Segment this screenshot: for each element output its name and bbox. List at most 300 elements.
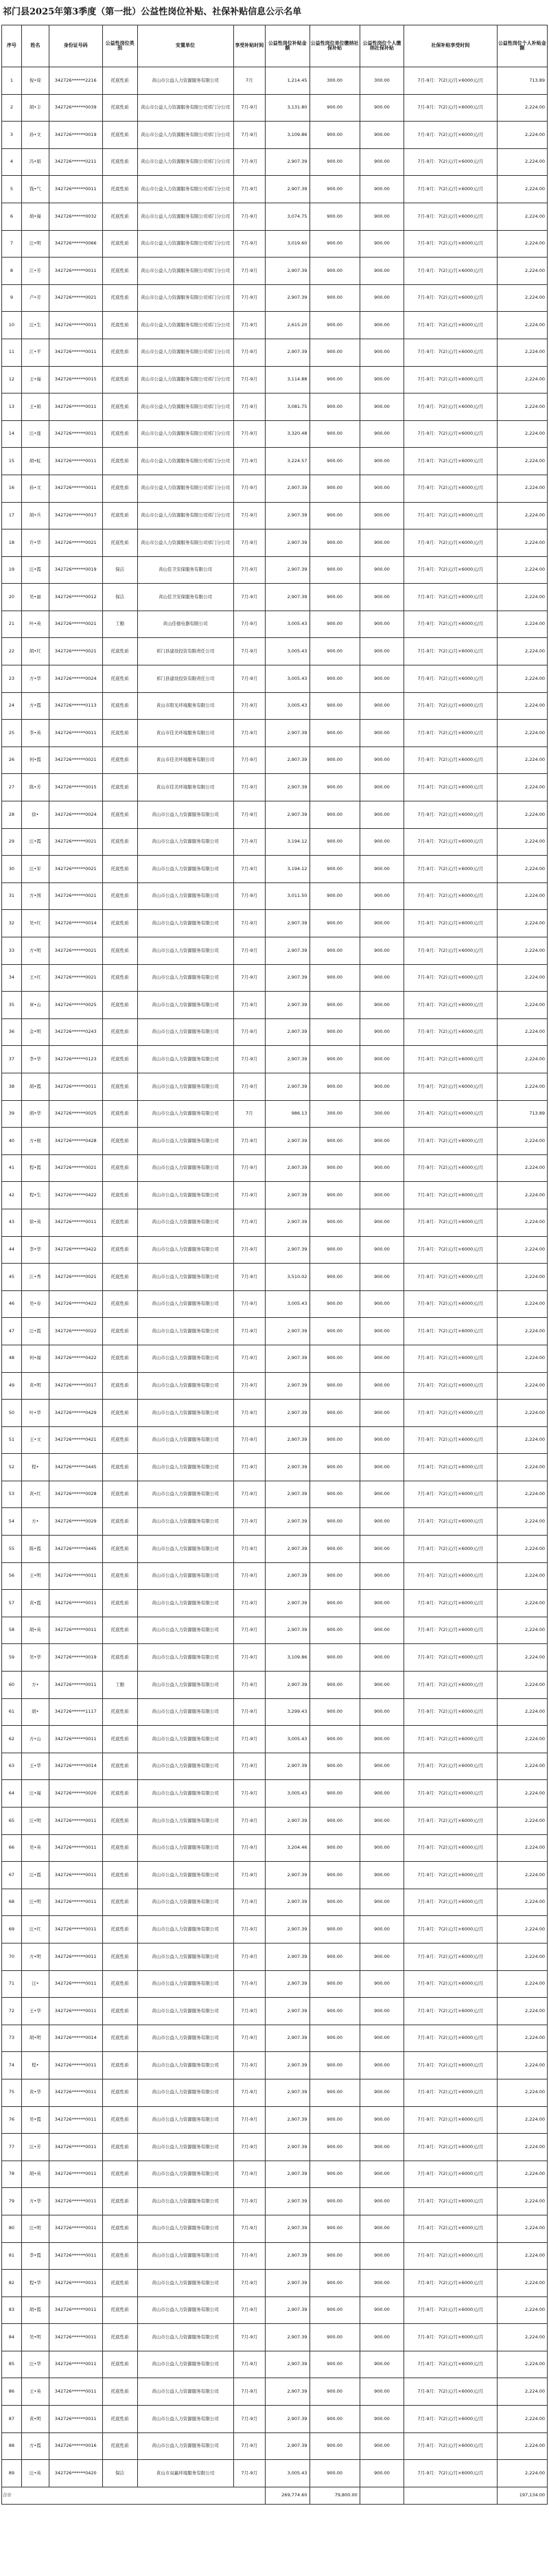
social-security-unit: 900.00 bbox=[309, 2432, 360, 2460]
table-row bbox=[2, 720, 548, 747]
placement-unit: 黄山市佳美环境服务有限公司 bbox=[137, 746, 233, 774]
row-number: 14 bbox=[2, 420, 22, 448]
id-number: 342726******0011 bbox=[49, 448, 102, 475]
social-security-period: 7月-9月：7(2)元/月×6000元/月 bbox=[404, 2106, 497, 2134]
social-security-period: 7月-9月：7(2)元/月×6000元/月 bbox=[404, 2052, 497, 2079]
id-number: 342726******0011 bbox=[49, 475, 102, 502]
table-row bbox=[2, 2188, 548, 2215]
id-number: 342726******0021 bbox=[49, 828, 102, 856]
person-name: 吴•英 bbox=[21, 1834, 49, 1862]
subsidy-amount: 3,005.43 bbox=[266, 611, 309, 638]
id-number: 342726******0011 bbox=[49, 2215, 102, 2242]
post-type: 托底性质 bbox=[102, 1154, 137, 1182]
subsidy-period: 7月-9月 bbox=[233, 1726, 266, 1753]
person-name: 汪•霞 bbox=[21, 556, 49, 584]
subsidy-amount: 2,907.39 bbox=[266, 2106, 309, 2134]
placement-unit: 黄山市公益人力资源服务有限公司 bbox=[137, 2052, 233, 2079]
social-security-period: 7月-9月：7(2)元/月×6000元/月 bbox=[404, 2460, 497, 2487]
post-type: 托底性质 bbox=[102, 1318, 137, 1345]
placement-unit: 黄山市公益人力资源服务有限公司 bbox=[137, 1345, 233, 1372]
social-security-period: 7月-9月：7(2)元/月×6000元/月 bbox=[404, 284, 497, 312]
social-security-unit: 900.00 bbox=[309, 1617, 360, 1644]
table-row bbox=[2, 1426, 548, 1454]
social-security-period: 7月-9月：7(2)元/月×6000元/月 bbox=[404, 1617, 497, 1644]
id-number: 342726******0243 bbox=[49, 1018, 102, 1046]
subsidy-period: 7月-9月 bbox=[233, 176, 266, 203]
placement-unit: 黄山市公益人力资源服务有限公司 bbox=[137, 2351, 233, 2378]
social-security-unit: 900.00 bbox=[309, 1290, 360, 1318]
post-type: 托底性质 bbox=[102, 1780, 137, 1808]
social-security-period: 7月-9月：7(2)元/月×6000元/月 bbox=[404, 1290, 497, 1318]
social-security-individual: 900.00 bbox=[360, 1264, 404, 1291]
social-security-unit: 900.00 bbox=[309, 1536, 360, 1563]
placement-unit: 黄山市公益人力资源服务有限公司祁门分公司 bbox=[137, 394, 233, 421]
subsidy-period: 7月-9月 bbox=[233, 1454, 266, 1481]
placement-unit: 黄山市公益人力资源服务有限公司 bbox=[137, 910, 233, 937]
table-row bbox=[2, 2296, 548, 2324]
post-type: 托底性质 bbox=[102, 529, 137, 557]
person-name: 程• bbox=[21, 2052, 49, 2079]
table-row bbox=[2, 1400, 548, 1427]
social-security-period: 7月-9月：7(2)元/月×6000元/月 bbox=[404, 420, 497, 448]
social-security-individual: 900.00 bbox=[360, 2242, 404, 2270]
social-security-period: 7月-9月：7(2)元/月×6000元/月 bbox=[404, 1128, 497, 1155]
individual-total: 2,224.00 bbox=[497, 1209, 547, 1236]
subsidy-period: 7月-9月 bbox=[233, 1290, 266, 1318]
individual-total: 2,224.00 bbox=[497, 94, 547, 122]
person-name: 卢•芳 bbox=[21, 284, 49, 312]
subsidy-period: 7月-9月 bbox=[233, 1780, 266, 1808]
social-security-unit: 900.00 bbox=[309, 2106, 360, 2134]
social-security-unit: 900.00 bbox=[309, 1236, 360, 1264]
subsidy-period: 7月-9月 bbox=[233, 2079, 266, 2106]
header-cell: 身份证号码 bbox=[49, 25, 102, 67]
social-security-unit: 900.00 bbox=[309, 1209, 360, 1236]
row-number: 56 bbox=[2, 1562, 22, 1590]
social-security-period: 7月-9月：7(2)元/月×6000元/月 bbox=[404, 394, 497, 421]
social-security-individual: 900.00 bbox=[360, 2460, 404, 2487]
social-security-unit: 900.00 bbox=[309, 1726, 360, 1753]
row-number: 2 bbox=[2, 94, 22, 122]
individual-total: 2,224.00 bbox=[497, 2324, 547, 2351]
total-amount: 197,134.00 bbox=[497, 2487, 547, 2504]
table-row bbox=[2, 502, 548, 529]
social-security-individual: 900.00 bbox=[360, 692, 404, 720]
social-security-individual: 900.00 bbox=[360, 394, 404, 421]
id-number: 342726******0011 bbox=[49, 1970, 102, 1998]
subsidy-period: 7月-9月 bbox=[233, 1590, 266, 1617]
subsidy-period: 7月-9月 bbox=[233, 1318, 266, 1345]
post-type: 托底性质 bbox=[102, 2270, 137, 2297]
id-number: 342726******0011 bbox=[49, 1209, 102, 1236]
row-number: 77 bbox=[2, 2134, 22, 2161]
social-security-individual: 900.00 bbox=[360, 992, 404, 1019]
placement-unit: 黄山市公益人力资源服务有限公司 bbox=[137, 1073, 233, 1100]
table-row bbox=[2, 1073, 548, 1100]
social-security-unit: 900.00 bbox=[309, 720, 360, 747]
table-row bbox=[2, 312, 548, 339]
person-name: 孙•文 bbox=[21, 122, 49, 149]
social-security-unit: 900.00 bbox=[309, 420, 360, 448]
subsidy-amount: 2,907.39 bbox=[266, 1562, 309, 1590]
subsidy-amount: 3,005.43 bbox=[266, 1780, 309, 1808]
person-name: 章•山 bbox=[21, 992, 49, 1019]
id-number: 342726******0017 bbox=[49, 1372, 102, 1400]
table-row bbox=[2, 1046, 548, 1073]
placement-unit: 黄山市公益人力资源服务有限公司 bbox=[137, 1481, 233, 1508]
social-security-unit: 900.00 bbox=[309, 882, 360, 910]
id-number: 342726******0011 bbox=[49, 2052, 102, 2079]
table-row bbox=[2, 122, 548, 149]
subsidy-period: 7月-9月 bbox=[233, 1481, 266, 1508]
social-security-individual: 900.00 bbox=[360, 746, 404, 774]
table-row bbox=[2, 828, 548, 856]
individual-total: 2,224.00 bbox=[497, 1726, 547, 1753]
subsidy-period: 7月-9月 bbox=[233, 94, 266, 122]
row-number: 39 bbox=[2, 1100, 22, 1128]
row-number: 68 bbox=[2, 1889, 22, 1916]
subsidy-period: 7月-9月 bbox=[233, 1862, 266, 1889]
table-row bbox=[2, 2378, 548, 2406]
subsidy-period: 7月-9月 bbox=[233, 638, 266, 665]
social-security-unit: 900.00 bbox=[309, 203, 360, 230]
social-security-unit: 900.00 bbox=[309, 1481, 360, 1508]
subsidy-period: 7月-9月 bbox=[233, 692, 266, 720]
row-number: 71 bbox=[2, 1970, 22, 1998]
social-security-individual: 900.00 bbox=[360, 1617, 404, 1644]
person-name: 胡•英 bbox=[21, 2161, 49, 2188]
social-security-individual: 900.00 bbox=[360, 176, 404, 203]
id-number: 342726******0011 bbox=[49, 1916, 102, 1944]
table-row bbox=[2, 937, 548, 965]
table-row bbox=[2, 1345, 548, 1372]
social-security-individual: 900.00 bbox=[360, 475, 404, 502]
social-security-unit: 900.00 bbox=[309, 1698, 360, 1726]
id-number: 342726******0011 bbox=[49, 394, 102, 421]
social-security-individual: 900.00 bbox=[360, 1454, 404, 1481]
row-number: 61 bbox=[2, 1698, 22, 1726]
social-security-period: 7月-9月：7(2)元/月×6000元/月 bbox=[404, 1018, 497, 1046]
row-number: 42 bbox=[2, 1182, 22, 1209]
table-row bbox=[2, 1753, 548, 1780]
individual-total: 713.89 bbox=[497, 1100, 547, 1128]
post-type: 托底性质 bbox=[102, 1726, 137, 1753]
row-number: 59 bbox=[2, 1644, 22, 1672]
id-number: 342726******0015 bbox=[49, 774, 102, 801]
social-security-individual: 900.00 bbox=[360, 1318, 404, 1345]
subsidy-period: 7月-9月 bbox=[233, 2432, 266, 2460]
social-security-period: 7月-9月：7(2)元/月×6000元/月 bbox=[404, 1780, 497, 1808]
individual-total: 2,224.00 bbox=[497, 1970, 547, 1998]
table-row bbox=[2, 882, 548, 910]
person-name: 方• bbox=[21, 1672, 49, 1699]
placement-unit: 黄山市公益人力资源服务有限公司 bbox=[137, 1970, 233, 1998]
post-type: 托底性质 bbox=[102, 1590, 137, 1617]
person-name: 汪•英 bbox=[21, 2460, 49, 2487]
social-security-individual: 900.00 bbox=[360, 1780, 404, 1808]
post-type: 托底性质 bbox=[102, 692, 137, 720]
person-name: 李•华 bbox=[21, 1046, 49, 1073]
social-security-period: 7月-9月：7(2)元/月×6000元/月 bbox=[404, 339, 497, 366]
subsidy-period: 7月-9月 bbox=[233, 2406, 266, 2433]
table-row bbox=[2, 448, 548, 475]
table-row bbox=[2, 1780, 548, 1808]
social-security-individual: 900.00 bbox=[360, 2215, 404, 2242]
person-name: 王•英 bbox=[21, 2378, 49, 2406]
subsidy-amount: 2,907.39 bbox=[266, 2432, 309, 2460]
id-number: 342726******0021 bbox=[49, 746, 102, 774]
subsidy-amount: 2,907.39 bbox=[266, 1808, 309, 1835]
subsidy-amount: 2,907.39 bbox=[266, 2296, 309, 2324]
placement-unit: 黄山市公益人力资源服务有限公司 bbox=[137, 964, 233, 992]
row-number: 51 bbox=[2, 1426, 22, 1454]
placement-unit: 黄山市公益人力资源服务有限公司祁门分公司 bbox=[137, 230, 233, 258]
row-number: 29 bbox=[2, 828, 22, 856]
social-security-period: 7月-9月：7(2)元/月×6000元/月 bbox=[404, 1400, 497, 1427]
social-security-unit: 900.00 bbox=[309, 1508, 360, 1536]
subsidy-period: 7月-9月 bbox=[233, 1943, 266, 1970]
table-row bbox=[2, 2324, 548, 2351]
post-type: 托底性质 bbox=[102, 1998, 137, 2025]
post-type: 托底性质 bbox=[102, 1209, 137, 1236]
person-name: 程•生 bbox=[21, 1182, 49, 1209]
individual-total: 2,224.00 bbox=[497, 1998, 547, 2025]
subsidy-amount: 2,907.39 bbox=[266, 1916, 309, 1944]
individual-total: 2,224.00 bbox=[497, 122, 547, 149]
subsidy-amount: 2,907.39 bbox=[266, 992, 309, 1019]
row-number: 86 bbox=[2, 2378, 22, 2406]
row-number: 8 bbox=[2, 258, 22, 285]
placement-unit: 黄山佳德电器有限公司 bbox=[137, 611, 233, 638]
social-security-unit: 900.00 bbox=[309, 692, 360, 720]
placement-unit: 黄山市公益人力资源服务有限公司 bbox=[137, 1100, 233, 1128]
row-number: 47 bbox=[2, 1318, 22, 1345]
person-name: 方•国 bbox=[21, 882, 49, 910]
row-number: 37 bbox=[2, 1046, 22, 1073]
person-name: 方•华 bbox=[21, 665, 49, 693]
subsidy-period: 7月-9月 bbox=[233, 2025, 266, 2052]
person-name: 江•芳 bbox=[21, 258, 49, 285]
placement-unit: 祁门县建设投资有限责任公司 bbox=[137, 665, 233, 693]
table-row bbox=[2, 230, 548, 258]
individual-total: 2,224.00 bbox=[497, 529, 547, 557]
social-security-period: 7月-9月：7(2)元/月×6000元/月 bbox=[404, 448, 497, 475]
social-security-unit: 900.00 bbox=[309, 638, 360, 665]
row-number: 41 bbox=[2, 1154, 22, 1182]
subsidy-amount: 2,907.39 bbox=[266, 2025, 309, 2052]
table-row bbox=[2, 258, 548, 285]
subsidy-amount: 2,907.39 bbox=[266, 258, 309, 285]
social-security-individual: 900.00 bbox=[360, 1073, 404, 1100]
social-security-unit: 900.00 bbox=[309, 2406, 360, 2433]
individual-total: 2,224.00 bbox=[497, 148, 547, 176]
placement-unit: 黄山市公益人力资源服务有限公司 bbox=[137, 1236, 233, 1264]
id-number: 342726******0029 bbox=[49, 1508, 102, 1536]
individual-total: 2,224.00 bbox=[497, 1154, 547, 1182]
table-row bbox=[2, 394, 548, 421]
social-security-individual: 900.00 bbox=[360, 2134, 404, 2161]
social-security-period: 7月-9月：7(2)元/月×6000元/月 bbox=[404, 611, 497, 638]
social-security-individual: 900.00 bbox=[360, 1508, 404, 1536]
placement-unit: 黄山市公益人力资源服务有限公司 bbox=[137, 1672, 233, 1699]
placement-unit: 黄山市公益人力资源服务有限公司 bbox=[137, 1617, 233, 1644]
social-security-unit: 900.00 bbox=[309, 1970, 360, 1998]
person-name: 王•福 bbox=[21, 366, 49, 394]
post-type: 托底性质 bbox=[102, 1617, 137, 1644]
subsidy-period: 7月 bbox=[233, 1100, 266, 1128]
social-security-unit: 900.00 bbox=[309, 665, 360, 693]
subsidy-period: 7月-9月 bbox=[233, 1345, 266, 1372]
social-security-individual: 900.00 bbox=[360, 828, 404, 856]
table-row bbox=[2, 1644, 548, 1672]
social-security-period: 7月-9月：7(2)元/月×6000元/月 bbox=[404, 1481, 497, 1508]
social-security-unit: 900.00 bbox=[309, 1400, 360, 1427]
table-row bbox=[2, 2079, 548, 2106]
person-name: 胡•华 bbox=[21, 1100, 49, 1128]
subsidy-amount: 2,907.39 bbox=[266, 1481, 309, 1508]
id-number: 342726******0422 bbox=[49, 1182, 102, 1209]
social-security-individual: 900.00 bbox=[360, 1808, 404, 1835]
social-security-period: 7月-9月：7(2)元/月×6000元/月 bbox=[404, 258, 497, 285]
person-name: 胡•英 bbox=[21, 1617, 49, 1644]
table-row bbox=[2, 1128, 548, 1155]
id-number: 342726******2216 bbox=[49, 67, 102, 95]
placement-unit: 黄山市公益人力资源服务有限公司 bbox=[137, 1644, 233, 1672]
header-cell: 享受补贴时间 bbox=[233, 25, 266, 67]
subsidy-amount: 2,907.39 bbox=[266, 1073, 309, 1100]
id-number: 342726******0011 bbox=[49, 2270, 102, 2297]
placement-unit: 黄山市公益人力资源服务有限公司 bbox=[137, 856, 233, 883]
social-security-period: 7月-9月：7(2)元/月×6000元/月 bbox=[404, 2270, 497, 2297]
subsidy-amount: 2,907.39 bbox=[266, 1182, 309, 1209]
subsidy-amount: 3,005.43 bbox=[266, 2460, 309, 2487]
post-type: 托底性质 bbox=[102, 910, 137, 937]
social-security-individual: 900.00 bbox=[360, 258, 404, 285]
row-number: 54 bbox=[2, 1508, 22, 1536]
person-name: 汪•霞 bbox=[21, 1318, 49, 1345]
subsidy-period: 7月-9月 bbox=[233, 1998, 266, 2025]
subsidy-amount: 2,907.39 bbox=[266, 2134, 309, 2161]
social-security-period: 7月-9月：7(2)元/月×6000元/月 bbox=[404, 1073, 497, 1100]
id-number: 342726******0014 bbox=[49, 2025, 102, 2052]
social-security-unit: 900.00 bbox=[309, 584, 360, 611]
individual-total: 2,224.00 bbox=[497, 910, 547, 937]
individual-total: 2,224.00 bbox=[497, 1454, 547, 1481]
subsidy-period: 7月-9月 bbox=[233, 1698, 266, 1726]
social-security-period: 7月-9月：7(2)元/月×6000元/月 bbox=[404, 2215, 497, 2242]
social-security-period: 7月-9月：7(2)元/月×6000元/月 bbox=[404, 1726, 497, 1753]
social-security-unit: 900.00 bbox=[309, 2161, 360, 2188]
table-row bbox=[2, 1834, 548, 1862]
subsidy-period: 7月-9月 bbox=[233, 1562, 266, 1590]
id-number: 342726******0021 bbox=[49, 1264, 102, 1291]
table-row bbox=[2, 774, 548, 801]
subsidy-amount: 2,907.39 bbox=[266, 937, 309, 965]
individual-total: 2,224.00 bbox=[497, 2460, 547, 2487]
subsidy-period: 7月-9月 bbox=[233, 2134, 266, 2161]
row-number: 13 bbox=[2, 394, 22, 421]
person-name: 徐•英 bbox=[21, 1209, 49, 1236]
placement-unit: 黄山市公益人力资源服务有限公司祁门分公司 bbox=[137, 258, 233, 285]
subsidy-amount: 2,907.39 bbox=[266, 1345, 309, 1372]
social-security-unit: 900.00 bbox=[309, 774, 360, 801]
social-security-unit: 900.00 bbox=[309, 339, 360, 366]
subsidy-amount: 3,224.57 bbox=[266, 448, 309, 475]
subsidy-amount: 2,907.39 bbox=[266, 1617, 309, 1644]
table-row bbox=[2, 2052, 548, 2079]
row-number: 67 bbox=[2, 1862, 22, 1889]
individual-total: 2,224.00 bbox=[497, 584, 547, 611]
subsidy-period: 7月-9月 bbox=[233, 1834, 266, 1862]
post-type: 托底性质 bbox=[102, 1753, 137, 1780]
individual-total: 2,224.00 bbox=[497, 611, 547, 638]
subsidy-period: 7月-9月 bbox=[233, 1889, 266, 1916]
social-security-unit: 900.00 bbox=[309, 937, 360, 965]
subsidy-period: 7月-9月 bbox=[233, 1209, 266, 1236]
table-row bbox=[2, 665, 548, 693]
post-type: 托底性质 bbox=[102, 203, 137, 230]
id-number: 342726******0421 bbox=[49, 1426, 102, 1454]
placement-unit: 黄山市公益人力资源服务有限公司 bbox=[137, 937, 233, 965]
individual-total: 2,224.00 bbox=[497, 1780, 547, 1808]
placement-unit: 黄山市公益人力资源服务有限公司 bbox=[137, 2161, 233, 2188]
social-security-period: 7月-9月：7(2)元/月×6000元/月 bbox=[404, 1264, 497, 1291]
id-number: 342726******0021 bbox=[49, 529, 102, 557]
social-security-unit: 900.00 bbox=[309, 230, 360, 258]
social-security-period: 7月-9月：7(2)元/月×6000元/月 bbox=[404, 2324, 497, 2351]
social-security-unit: 900.00 bbox=[309, 2296, 360, 2324]
social-security-individual: 900.00 bbox=[360, 556, 404, 584]
id-number: 342726******0021 bbox=[49, 937, 102, 965]
placement-unit: 黄山市公益人力资源服务有限公司 bbox=[137, 2106, 233, 2134]
row-number: 36 bbox=[2, 1018, 22, 1046]
post-type: 托底性质 bbox=[102, 2106, 137, 2134]
placement-unit: 黄山市公益人力资源服务有限公司 bbox=[137, 2025, 233, 2052]
row-number: 3 bbox=[2, 122, 22, 149]
id-number: 342726******0022 bbox=[49, 1318, 102, 1345]
id-number: 342726******0011 bbox=[49, 2378, 102, 2406]
individual-total: 2,224.00 bbox=[497, 638, 547, 665]
individual-total: 2,224.00 bbox=[497, 1345, 547, 1372]
social-security-individual: 900.00 bbox=[360, 611, 404, 638]
individual-total: 2,224.00 bbox=[497, 1400, 547, 1427]
row-number: 76 bbox=[2, 2106, 22, 2134]
placement-unit: 黄山市公益人力资源服务有限公司 bbox=[137, 2215, 233, 2242]
placement-unit: 黄山市公益人力资源服务有限公司 bbox=[137, 1372, 233, 1400]
row-number: 52 bbox=[2, 1454, 22, 1481]
row-number: 58 bbox=[2, 1617, 22, 1644]
row-number: 38 bbox=[2, 1073, 22, 1100]
individual-total: 2,224.00 bbox=[497, 856, 547, 883]
placement-unit: 黄山市公益人力资源服务有限公司 bbox=[137, 1046, 233, 1073]
social-security-individual: 900.00 bbox=[360, 1372, 404, 1400]
placement-unit: 黄山市公益人力资源服务有限公司祁门分公司 bbox=[137, 94, 233, 122]
social-security-unit: 900.00 bbox=[309, 1916, 360, 1944]
social-security-individual: 900.00 bbox=[360, 1726, 404, 1753]
person-name: 李•英 bbox=[21, 720, 49, 747]
individual-total: 2,224.00 bbox=[497, 1372, 547, 1400]
post-type: 托底性质 bbox=[102, 1481, 137, 1508]
individual-total: 2,224.00 bbox=[497, 1536, 547, 1563]
social-security-individual: 900.00 bbox=[360, 937, 404, 965]
person-name: 吴•丽 bbox=[21, 584, 49, 611]
placement-unit: 黄山市公益人力资源服务有限公司祁门分公司 bbox=[137, 122, 233, 149]
row-number: 27 bbox=[2, 774, 22, 801]
individual-total: 2,224.00 bbox=[497, 1562, 547, 1590]
header-cell: 姓名 bbox=[21, 25, 49, 67]
id-number: 342726******0011 bbox=[49, 2351, 102, 2378]
subsidy-period: 7月-9月 bbox=[233, 1264, 266, 1291]
